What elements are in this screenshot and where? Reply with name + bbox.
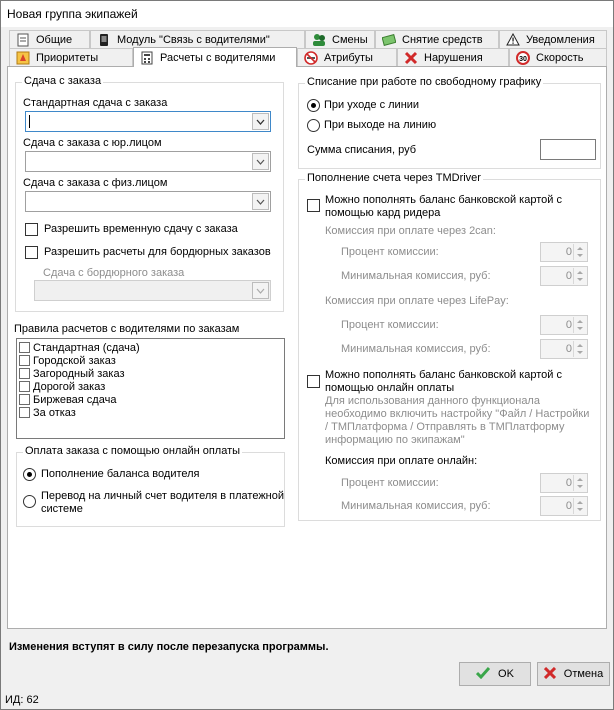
rule-checkbox[interactable] <box>19 342 30 353</box>
individual-handover-label: Сдача с заказа с физ.лицом <box>23 177 168 189</box>
document-icon <box>16 33 30 47</box>
online-info-line3: / ТМПлатформа / Отправлять в ТМПлатформу <box>325 421 565 433</box>
percent-lifepay-spinner[interactable]: 0 <box>540 315 588 335</box>
percent-online-label: Процент комиссии: <box>341 477 439 489</box>
online-info-line2: необходимо включить настройку "Файл / Настройки <box>325 408 590 420</box>
on-enter-line-radio[interactable] <box>307 119 320 132</box>
spin-arrows-icon[interactable] <box>573 317 586 333</box>
commission-lifepay-label: Комиссия при оплате через LifePay: <box>325 295 509 307</box>
list-item[interactable]: За отказ <box>19 406 76 419</box>
list-item[interactable]: Городской заказ <box>19 354 116 367</box>
online-info-line4: информацию по экипажам" <box>325 434 465 446</box>
settlement-rules-list[interactable] <box>16 338 285 439</box>
free-schedule-title: Списание при работе по свободному графику <box>307 76 542 88</box>
card-reader-label-line1: Можно пополнять баланс банковской картой с <box>325 194 562 206</box>
online-topup-label-line2: помощью онлайн оплаты <box>325 382 455 394</box>
online-topup-checkbox[interactable] <box>307 375 320 388</box>
tab-violations[interactable]: Нарушения <box>397 48 509 66</box>
list-item[interactable]: Дорогой заказ <box>19 380 105 393</box>
speed-icon <box>516 51 530 65</box>
percent-2can-spinner[interactable]: 0 <box>540 242 588 262</box>
spin-arrows-icon[interactable] <box>573 475 586 491</box>
min-online-label: Минимальная комиссия, руб: <box>341 500 491 512</box>
online-info-line1: Для использования данного функционала <box>325 395 540 407</box>
online-topup-label-line1: Можно пополнять баланс банковской картой с <box>325 369 562 381</box>
ok-button[interactable]: OK <box>459 662 531 686</box>
min-2can-label: Минимальная комиссия, руб: <box>341 270 491 282</box>
min-lifepay-spinner[interactable]: 0 <box>540 339 588 359</box>
balance-topup-radio[interactable] <box>23 468 36 481</box>
rule-checkbox[interactable] <box>19 394 30 405</box>
allow-border-settlement-label: Разрешить расчеты для бордюрных заказов <box>44 246 271 258</box>
min-lifepay-label: Минимальная комиссия, руб: <box>341 343 491 355</box>
title-bar <box>1 1 613 27</box>
chevron-down-icon <box>252 282 269 299</box>
order-handover-title: Сдача с заказа <box>24 75 102 87</box>
tab-priorities[interactable]: Приоритеты <box>9 48 133 66</box>
rule-checkbox[interactable] <box>19 355 30 366</box>
min-2can-spinner[interactable]: 0 <box>540 266 588 286</box>
standard-handover-select[interactable] <box>25 111 271 132</box>
legal-handover-select[interactable] <box>25 151 271 172</box>
tab-general[interactable]: Общие <box>9 30 90 48</box>
border-handover-label: Сдача с бордюрного заказа <box>43 267 185 279</box>
free-schedule-group <box>298 76 601 169</box>
rule-checkbox[interactable] <box>19 368 30 379</box>
svg-text:30: 30 <box>519 55 527 63</box>
status-id: ИД: 62 <box>5 694 39 706</box>
legal-handover-label: Сдача с заказа с юр.лицом <box>23 137 162 149</box>
spin-arrows-icon[interactable] <box>573 268 586 284</box>
phone-icon <box>97 33 111 47</box>
list-item[interactable]: Загородный заказ <box>19 367 125 380</box>
allow-temp-handover-checkbox[interactable] <box>25 223 38 236</box>
min-online-spinner[interactable]: 0 <box>540 496 588 516</box>
card-reader-label-line2: помощью кард ридера <box>325 207 441 219</box>
tab-notifications[interactable]: Уведомления <box>499 30 607 48</box>
text-caret <box>29 115 30 128</box>
individual-handover-select[interactable] <box>25 191 271 212</box>
tmdriver-title: Пополнение счета через TMDriver <box>307 172 481 184</box>
online-payment-title: Оплата заказа с помощью онлайн оплаты <box>25 445 241 457</box>
allow-border-settlement-checkbox[interactable] <box>25 246 38 259</box>
on-enter-line-label: При выходе на линию <box>324 119 437 131</box>
border-handover-select[interactable] <box>34 280 271 301</box>
percent-2can-label: Процент комиссии: <box>341 246 439 258</box>
chevron-down-icon[interactable] <box>252 153 269 170</box>
write-off-amount-input[interactable] <box>540 139 596 160</box>
calculator-icon <box>140 51 154 65</box>
on-leave-line-radio[interactable] <box>307 99 320 112</box>
percent-online-spinner[interactable]: 0 <box>540 473 588 493</box>
percent-lifepay-label: Процент комиссии: <box>341 319 439 331</box>
tab-withdrawals[interactable]: Снятие средств <box>375 30 499 48</box>
chevron-down-icon[interactable] <box>252 193 269 210</box>
personal-account-label-line1: Перевод на личный счет водителя в платежной <box>41 490 285 502</box>
checkmark-icon <box>476 666 490 682</box>
rule-checkbox[interactable] <box>19 381 30 392</box>
restart-note: Изменения вступят в силу после перезапуска программы. <box>9 641 329 653</box>
list-item[interactable]: Стандартная (сдача) <box>19 341 140 354</box>
balance-topup-label: Пополнение баланса водителя <box>41 468 200 480</box>
card-reader-topup-checkbox[interactable] <box>307 199 320 212</box>
allow-temp-handover-label: Разрешить временную сдачу с заказа <box>44 223 238 235</box>
list-item[interactable]: Биржевая сдача <box>19 393 116 406</box>
write-off-amount-label: Сумма списания, руб <box>307 144 417 156</box>
people-icon <box>312 33 326 47</box>
spin-arrows-icon[interactable] <box>573 341 586 357</box>
chevron-down-icon[interactable] <box>252 113 269 130</box>
tab-shifts[interactable]: Смены <box>305 30 375 48</box>
rule-checkbox[interactable] <box>19 407 30 418</box>
cancel-button[interactable]: Отмена <box>537 662 610 686</box>
tab-attributes[interactable]: Атрибуты <box>297 48 397 66</box>
cross-icon <box>404 51 418 65</box>
warning-icon <box>506 33 520 47</box>
personal-account-radio[interactable] <box>23 495 36 508</box>
close-icon <box>544 666 556 682</box>
tab-panel <box>7 66 607 629</box>
tab-driver-settlements[interactable]: Расчеты с водителями <box>133 47 297 67</box>
money-icon <box>382 33 396 47</box>
priority-icon <box>16 51 30 65</box>
no-smoking-icon <box>304 51 318 65</box>
standard-handover-label: Стандартная сдача с заказа <box>23 97 168 109</box>
tab-speed[interactable]: 30 Скорость <box>509 48 607 66</box>
spin-arrows-icon[interactable] <box>573 244 586 260</box>
window-title: Новая группа экипажей <box>7 7 138 21</box>
tab-driver-communication[interactable]: Модуль "Связь с водителями" <box>90 30 305 48</box>
tmdriver-topup-group <box>298 172 601 521</box>
order-handover-group <box>15 75 284 312</box>
personal-account-label-line2: системе <box>41 503 83 515</box>
commission-2can-label: Комиссия при оплате через 2can: <box>325 225 496 237</box>
on-leave-line-label: При уходе с линии <box>324 99 420 111</box>
settlement-rules-label: Правила расчетов с водителями по заказам <box>14 323 240 335</box>
online-payment-group <box>16 445 285 527</box>
commission-online-label: Комиссия при оплате онлайн: <box>325 455 478 467</box>
spin-arrows-icon[interactable] <box>573 498 586 514</box>
